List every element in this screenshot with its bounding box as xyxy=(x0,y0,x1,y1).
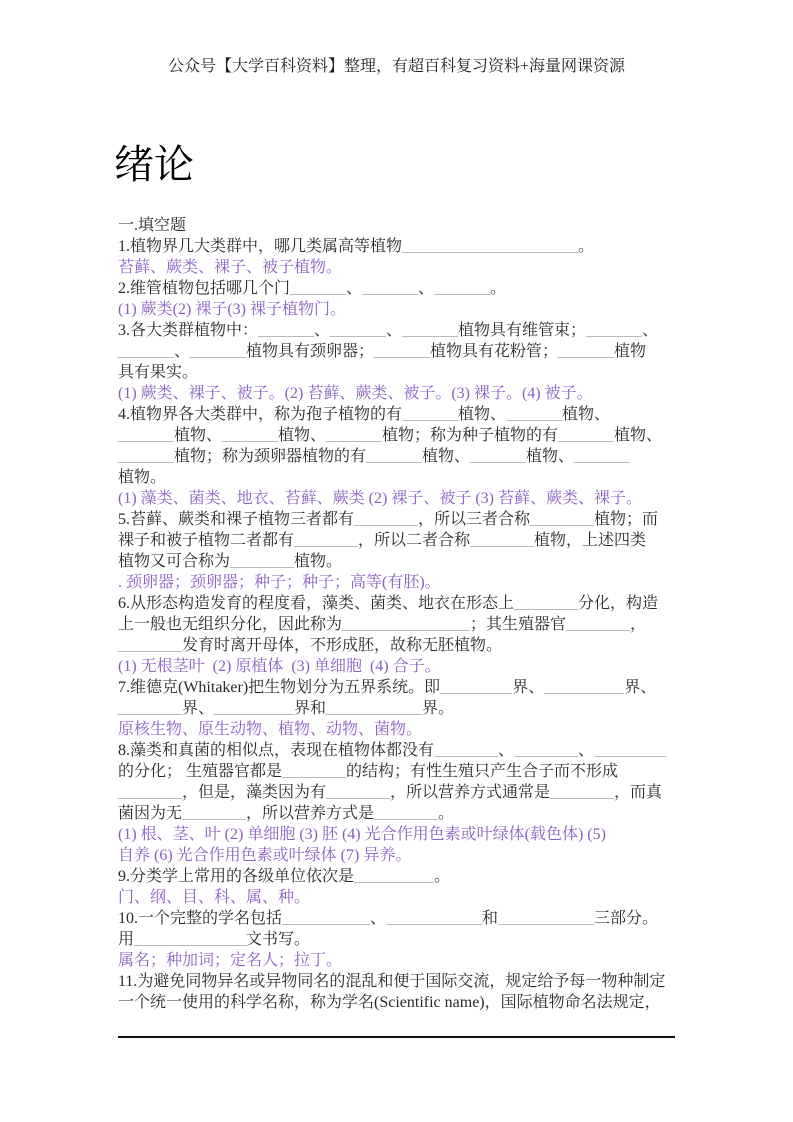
question-line: _______、_______植物具有颈卵器；_______植物具有花粉管；_______植物 xyxy=(118,343,647,360)
section-heading: 一.填空题 xyxy=(118,217,187,234)
blank-underline: ________ xyxy=(118,784,182,801)
blank-underline: _______ xyxy=(558,343,615,360)
blank-underline: _______ xyxy=(330,322,387,339)
question-line: 3.各大类群植物中：_______、_______、_______植物具有维管束；_______、 xyxy=(118,322,659,339)
question-line: ________发育时离开母体，不形成胚，故称无胚植物。 xyxy=(118,637,503,654)
blank-underline: _______ xyxy=(118,343,174,360)
blank-underline: ________ xyxy=(434,742,499,759)
blank-underline: ________ xyxy=(326,784,391,801)
question-line: 的分化； 生殖器官都是________的结构；有性生殖只产生合子而不形成 xyxy=(118,763,619,780)
question-line: 6.从形态构造发育的程度看，藻类、菌类、地衣在形态上________分化，构造 xyxy=(118,595,659,612)
blank-underline: _______ xyxy=(402,406,459,423)
footer-divider xyxy=(118,1036,675,1038)
question-line: 7.维德克(Whitaker)把生物划分为五界系统。即_________界、__________界、 xyxy=(118,679,657,696)
blank-underline: _______ xyxy=(258,322,315,339)
question-line: 11.为避免同物异名或异物同名的混乱和便于国际交流，规定给予每一物种制定 xyxy=(118,973,666,990)
blank-underline: ________ xyxy=(294,532,359,549)
blank-underline: _______ xyxy=(362,280,419,297)
page-title: 绪论 xyxy=(114,142,194,187)
blank-underline: ________ xyxy=(282,763,347,780)
blank-underline: _________ xyxy=(594,742,667,759)
question-line: _______植物；称为颈卵器植物的有_______植物、_______植物、_______ xyxy=(118,448,631,465)
question-line: 10.一个完整的学名包括___________、____________和____________三部分。 xyxy=(118,910,659,927)
document-body xyxy=(118,215,680,1013)
blank-underline: _______ xyxy=(290,280,347,297)
answer-line: (1) 蕨类、裸子、被子。(2) 苔藓、蕨类、被子。(3) 裸子。(4) 被子。 xyxy=(118,385,593,402)
blank-underline: __________ xyxy=(214,700,295,717)
question-line: 9.分类学上常用的各级单位依次是__________。 xyxy=(118,868,451,885)
blank-underline: _______ xyxy=(402,322,459,339)
blank-underline: ________ xyxy=(514,742,579,759)
blank-underline: ________ xyxy=(354,511,419,528)
blank-underline: ____________ xyxy=(386,910,483,927)
question-line: 4.植物界各大类群中，称为孢子植物的有_______植物、_______植物、 xyxy=(118,406,611,423)
question-line: 5.苔藓、蕨类和裸子植物三者都有________，所以三者合称________植物；而 xyxy=(118,511,659,528)
question-line: 上一般也无组织分化，因此称为________________；其生殖器官________， xyxy=(118,616,647,633)
blank-underline: ________ xyxy=(530,511,595,528)
blank-underline: __________ xyxy=(354,868,435,885)
question-line: 植物。 xyxy=(118,469,167,486)
question-line: ________，但是，藻类因为有________，所以营养方式通常是________，而真 xyxy=(118,784,663,801)
question-line: 具有果实。 xyxy=(118,364,199,381)
blank-underline: ________ xyxy=(550,784,615,801)
page-header-note: 公众号【大学百科资料】整理，有超百科复习资料+海量网课资源 xyxy=(167,58,626,75)
question-line: 2.维管植物包括哪几个门_______、_______、_______。 xyxy=(118,280,507,297)
answer-line: 苔藓、蕨类、裸子、被子植物。 xyxy=(118,259,343,276)
answer-line: 门、纲、目、科、属、种。 xyxy=(118,889,311,906)
answer-line: (1) 无根茎叶 (2) 原植体 (3) 单细胞 (4) 合子。 xyxy=(118,658,441,675)
answer-line: 原核生物、原生动物、植物、动物、菌物。 xyxy=(118,721,423,738)
blank-underline: ________ xyxy=(182,805,247,822)
question-line: 用______________文书写。 xyxy=(118,931,311,948)
blank-underline: ________________ xyxy=(342,616,471,633)
question-line: _______植物、_______植物、_______植物；称为种子植物的有_______植物、 xyxy=(118,427,663,444)
blank-underline: _______ xyxy=(574,448,631,465)
question-line: 植物又可合称为________植物。 xyxy=(118,553,343,570)
blank-underline: _______ xyxy=(118,427,174,444)
blank-underline: _______ xyxy=(470,448,527,465)
blank-underline: ________ xyxy=(118,637,182,654)
blank-underline: _______ xyxy=(326,427,383,444)
question-line: 8.藻类和真菌的相似点，表现在植物体都没有________、________、_________ xyxy=(118,742,667,759)
blank-underline: _______ xyxy=(506,406,563,423)
question-line: ________界、__________界和____________界。 xyxy=(118,700,455,717)
blank-underline: ______________________ xyxy=(402,238,579,255)
blank-underline: ______________ xyxy=(134,931,247,948)
question-line: 菌因为无________，所以营养方式是________。 xyxy=(118,805,455,822)
answer-line: 属名；种加词；定名人；拉丁。 xyxy=(118,952,343,969)
blank-underline: _______ xyxy=(374,343,431,360)
blank-underline: ________ xyxy=(514,595,579,612)
question-line: 一个统一使用的科学名称，称为学名(Scientific name)，国际植物命名法规定， xyxy=(118,994,661,1011)
blank-underline: ___________ xyxy=(282,910,371,927)
blank-underline: _______ xyxy=(366,448,423,465)
blank-underline: _______ xyxy=(434,280,491,297)
blank-underline: _______ xyxy=(558,427,615,444)
blank-underline: ________ xyxy=(566,616,631,633)
blank-underline: _______ xyxy=(222,427,279,444)
answer-line: (1) 根、茎、叶 (2) 单细胞 (3) 胚 (4) 光合作用色素或叶绿体(载色体) (5) xyxy=(118,826,606,843)
blank-underline: ________ xyxy=(230,553,295,570)
blank-underline: ____________ xyxy=(326,700,423,717)
blank-underline: _______ xyxy=(586,322,643,339)
answer-line: (1) 蕨类(2) 裸子(3) 裸子植物门。 xyxy=(118,301,346,318)
blank-underline: ________ xyxy=(470,532,535,549)
blank-underline: _______ xyxy=(118,448,174,465)
question-line: 1.植物界几大类群中，哪几类属高等植物______________________。 xyxy=(118,238,595,255)
blank-underline: _______ xyxy=(190,343,247,360)
blank-underline: ________ xyxy=(374,805,439,822)
answer-line: (1) 藻类、菌类、地衣、苔藓、蕨类 (2) 裸子、被子 (3) 苔藓、蕨类、裸子。 xyxy=(118,490,642,507)
answer-line: 自养 (6) 光合作用色素或叶绿体 (7) 异养。 xyxy=(118,847,412,864)
blank-underline: _________ xyxy=(440,679,513,696)
question-line: 裸子和被子植物二者都有________，所以二者合称________植物，上述四类 xyxy=(118,532,647,549)
blank-underline: __________ xyxy=(544,679,625,696)
blank-underline: ________ xyxy=(118,700,182,717)
blank-underline: ____________ xyxy=(498,910,595,927)
answer-line: . 颈卵器；颈卵器；种子；种子；高等(有胚)。 xyxy=(118,574,441,591)
